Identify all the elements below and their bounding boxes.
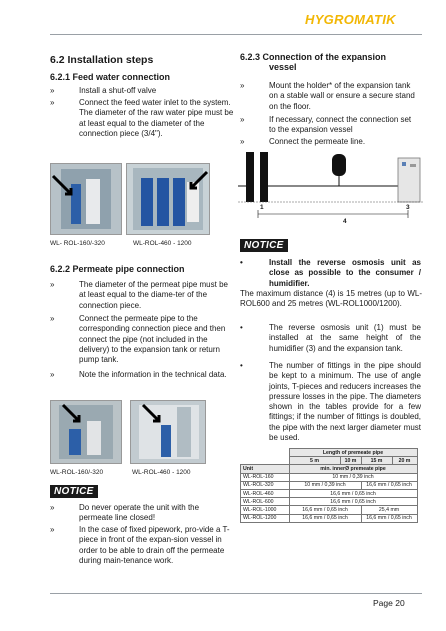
notice-item: » Do never operate the unit with the permeate line closed! [50,503,200,523]
permeate-photo-large-unit [130,400,206,464]
expansion-item: » Mount the holder* of the expansion tank on a stable wall or ensure a secure stand on the floor. [240,81,415,111]
length-header: 10 m [340,457,361,465]
footer-divider [50,593,422,594]
permeate-item: » Note the information in the technical data. [50,370,227,379]
notice-label: NOTICE [50,485,98,498]
expansion-title-cont: vessel [269,62,297,72]
table-row: WL-ROL-600 16,6 mm / 0,65 inch [241,498,418,506]
installation-diagram [238,152,424,232]
page-number: Page 20 [373,598,405,608]
table-row: WL-ROL-160 10 mm / 0,39 inch [241,473,418,481]
feed-item: » Connect the feed water inlet to the system. The diameter of the raw water pipe must be at least equal to the diameter of the connection piece (3/4"). [50,98,234,138]
unit-header: Unit [241,465,290,473]
feed-photo-small-unit [50,163,122,235]
diagram-label-ro-unit: 1 [260,204,264,211]
notice-item: • The reverse osmosis unit (1) must be installed at the same height of the humidifier (3) and the expansion tank. [240,323,421,353]
pipe-length-table [240,448,418,523]
sub-caption: min. innerØ premeate pipe [289,465,417,473]
notice-item: • The number of fittings in the pipe should be kept to a minimum. The use of angle joints, T-pieces and reducers increases the pressure losses in the pipe. The diameters shown in the tables provide for a few fittings; if the number of fittings is doubled, the pipe with the next larger diameter must be used. [240,361,421,443]
length-header: 20 m [392,457,417,465]
length-header: 5 m [289,457,340,465]
permeate-photo-small-unit [50,400,122,464]
notice-bold-item: • Install the reverse osmosis unit as close as possible to the consumer / humidifier. [240,258,421,288]
feed-item: » Install a shut-off valve [50,86,157,95]
permeate-item: » Connect the permeate pipe to the corresponding connection piece and then connect the pipe (not included in the delivery) to the expansion tank or return pump tank. [50,314,226,365]
section-title: 6.2 Installation steps [50,54,154,66]
expansion-title: 6.2.3 Connection of the expansion [240,52,387,62]
expansion-item: » Connect the permeate line. [240,137,366,146]
expansion-item: » If necessary, connect the connection set to the expansion vessel [240,115,412,135]
table-row: WL-ROL-1000 16,6 mm / 0,65 inch 25,4 mm [241,506,418,514]
photo-caption: WL-ROL-160/-320 [50,469,104,476]
permeate-title: 6.2.2 Permeate pipe connection [50,264,185,274]
permeate-item: » The diameter of the permeat pipe must be at least equal to the diame-ter of the connection piece. [50,280,228,310]
photo-caption: WL-ROL-460 - 1200 [132,469,191,476]
hygromatik-logo: HYGROMATIK [305,12,396,27]
length-header: 15 m [361,457,392,465]
header-divider [50,34,422,35]
notice-paragraph: The maximum distance (4) is 15 metres (up to WL-ROL600 and 25 metres (WL-ROL1000/1200). [240,289,422,309]
feed-photo-large-unit [126,163,210,235]
table-row: WL-ROL-1200 16,6 mm / 0,65 inch 16,6 mm / 0,65 inch [241,514,418,522]
diagram-label-distance: 4 [343,218,347,225]
notice-label: NOTICE [240,239,288,252]
table-row: WL-ROL-460 16,6 mm / 0,65 inch [241,489,418,497]
diagram-label-humidifier: 3 [406,204,410,211]
feed-water-title: 6.2.1 Feed water connection [50,72,171,82]
notice-item: » In the case of fixed pipework, pro-vide a T-piece in front of the expan-sion vessel in order to be able to drain off the permeate during main-tenance work. [50,525,230,565]
photo-caption: WL-ROL-460 - 1200 [133,240,192,247]
table-row: WL-ROL-320 10 mm / 0,39 inch 16,6 mm / 0,65 inch [241,481,418,489]
photo-caption: WL- ROL-160/-320 [50,240,105,247]
table-caption: Length of premeate pipe [289,449,417,457]
